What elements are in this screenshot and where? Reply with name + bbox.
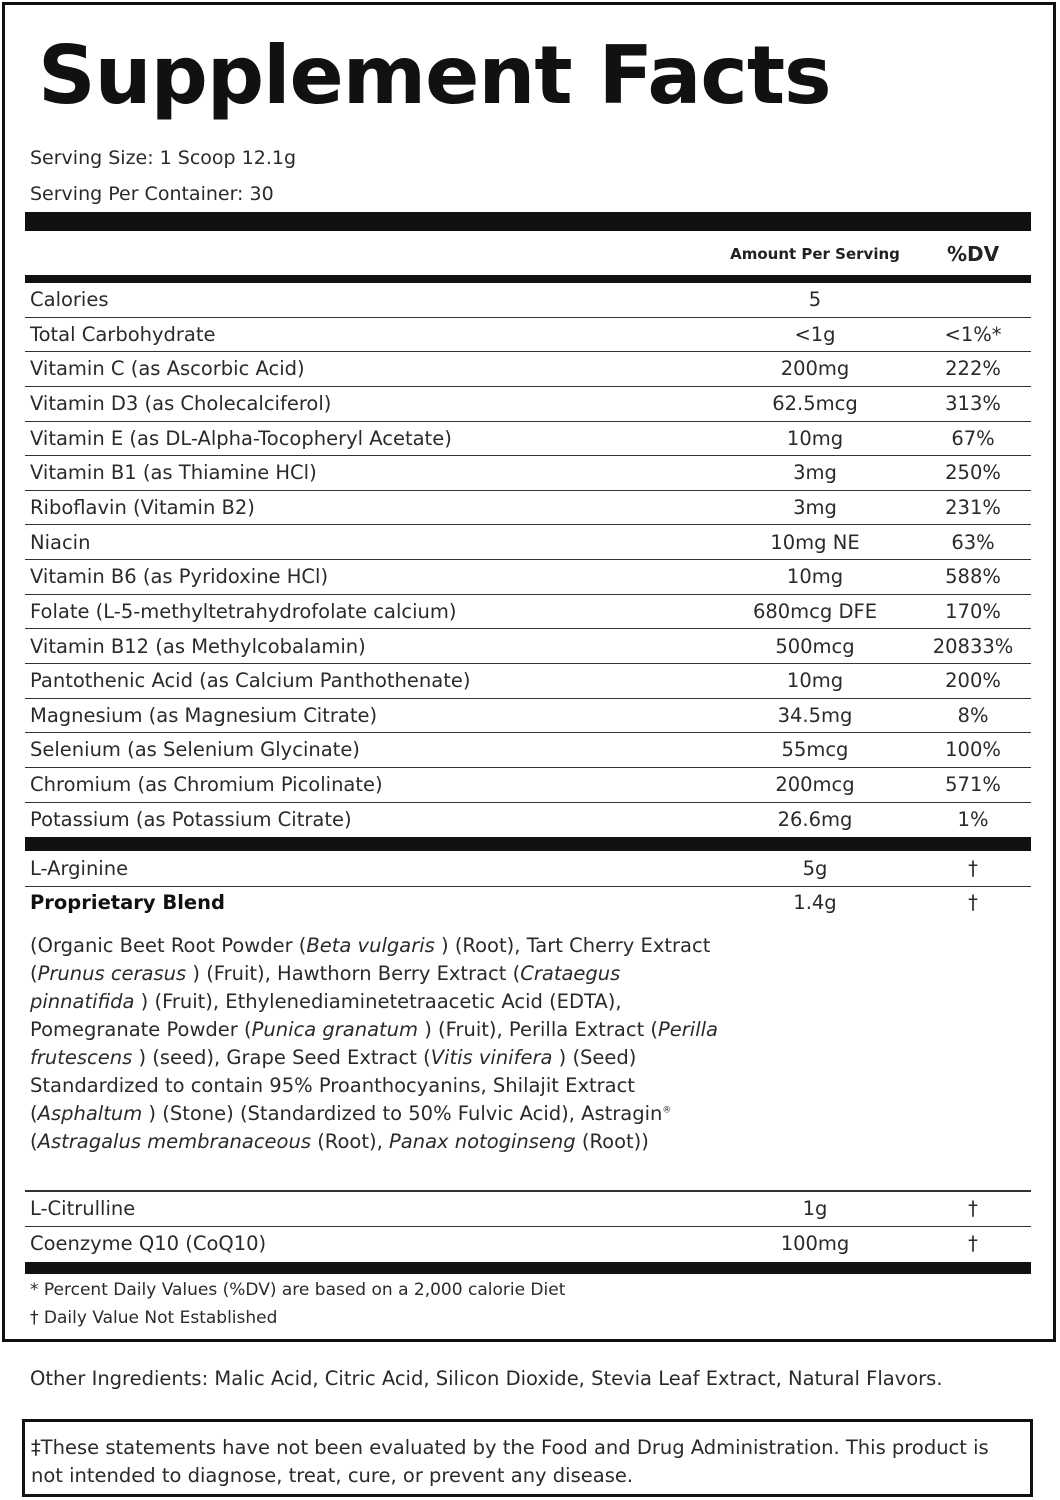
blend-text-segment: (Organic Beet Root Powder ( <box>30 934 307 957</box>
botanical-name: Punica granatum <box>251 1018 419 1041</box>
blend-text-segment: ) (seed), Grape Seed Extract ( <box>132 1046 431 1069</box>
nutrient-dv: 20833% <box>932 634 1014 658</box>
nutrient-name: Vitamin B6 (as Pyridoxine HCl) <box>30 565 329 589</box>
nutrient-name: Pantothenic Acid (as Calcium Panthothenate) <box>30 669 471 693</box>
nutrient-amount: 26.6mg <box>777 807 853 831</box>
nutrient-amount: 680mcg DFE <box>752 599 878 623</box>
table-row <box>25 630 1031 665</box>
table-row <box>25 387 1031 422</box>
nutrient-amount: 3mg <box>793 495 837 519</box>
nutrient-dv: 1% <box>957 807 989 831</box>
botanical-name: Astragalus membranaceous <box>37 1130 311 1153</box>
nutrient-dv: † <box>968 1232 978 1255</box>
nutrient-amount: 10mg <box>786 669 844 693</box>
servings-per-container: Serving Per Container: 30 <box>30 183 274 205</box>
nutrient-dv: 588% <box>945 565 1001 589</box>
nutrient-dv: 250% <box>945 461 1001 485</box>
nutrient-dv: 63% <box>951 530 995 554</box>
dagger-footnote: † Daily Value Not Established <box>30 1308 278 1328</box>
nutrient-name: L-Citrulline <box>30 1197 136 1220</box>
nutrient-amount: 10mg NE <box>770 530 860 554</box>
table-row <box>25 852 1031 887</box>
blend-text-segment: ( <box>30 1130 38 1153</box>
nutrient-amount: <1g <box>794 322 836 346</box>
blend-amount: 1.4g <box>793 891 837 914</box>
table-row <box>25 886 1031 921</box>
table-row <box>25 664 1031 699</box>
table-row <box>25 318 1031 353</box>
amount-per-serving-header: Amount Per Serving <box>730 245 900 263</box>
nutrient-name: Vitamin E (as DL-Alpha-Tocopheryl Acetate) <box>30 426 452 450</box>
botanical-name: Prunus cerasus <box>37 962 187 985</box>
nutrient-amount: 10mg <box>786 426 844 450</box>
nutrient-amount: 55mcg <box>781 738 849 762</box>
nutrient-name: Vitamin C (as Ascorbic Acid) <box>30 357 305 381</box>
table-row <box>25 491 1031 526</box>
nutrient-dv: 8% <box>957 703 989 727</box>
nutrient-dv: 571% <box>945 773 1001 797</box>
nutrient-amount: 10mg <box>786 565 844 589</box>
nutrient-name: Vitamin D3 (as Cholecalciferol) <box>30 391 332 415</box>
table-row <box>25 352 1031 387</box>
nutrient-name: L-Arginine <box>30 857 129 880</box>
nutrient-amount: 200mcg <box>775 773 855 797</box>
table-row <box>25 699 1031 734</box>
nutrient-amount: 100mg <box>780 1232 850 1255</box>
blend-text-segment: ) (Fruit), Hawthorn Berry Extract ( <box>186 962 521 985</box>
dv-header: %DV <box>946 242 1000 266</box>
blend-text-segment: ® <box>662 1105 672 1116</box>
footer-divider <box>25 1262 1031 1274</box>
table-row <box>25 1227 1031 1262</box>
table-row <box>25 803 1031 838</box>
other-ingredients: Other Ingredients: Malic Acid, Citric Acid, Silicon Dioxide, Stevia Leaf Extract, Natural Flavors. <box>30 1367 943 1390</box>
nutrient-dv: † <box>968 857 978 880</box>
botanical-name: Panax notoginseng <box>389 1130 576 1153</box>
table-row <box>25 595 1031 630</box>
serving-size: Serving Size: 1 Scoop 12.1g <box>30 147 297 169</box>
botanical-name: Vitis vinifera <box>430 1046 553 1069</box>
nutrient-name: Magnesium (as Magnesium Citrate) <box>30 703 378 727</box>
table-row <box>25 456 1031 491</box>
botanical-name: Asphaltum <box>37 1102 143 1125</box>
botanical-name: Beta vulgaris <box>306 934 435 957</box>
nutrient-name: Chromium (as Chromium Picolinate) <box>30 773 383 797</box>
nutrient-amount: 1g <box>802 1197 828 1220</box>
nutrient-amount: 500mcg <box>775 634 855 658</box>
fda-disclaimer: ‡These statements have not been evaluated by the Food and Drug Administration. This product is not intended to diagnose, treat, cure, or prevent any disease. <box>22 1419 1033 1497</box>
nutrient-name: Vitamin B12 (as Methylcobalamin) <box>30 634 366 658</box>
table-row <box>25 768 1031 803</box>
dv-footnote: * Percent Daily Values (%DV) are based on a 2,000 calorie Diet <box>30 1280 566 1300</box>
nutrient-dv: 231% <box>945 495 1001 519</box>
nutrient-amount: 3mg <box>793 461 837 485</box>
nutrient-name: Coenzyme Q10 (CoQ10) <box>30 1232 267 1255</box>
blend-text-segment: ) (Fruit), Ethylenediaminetetraacetic Acid (EDTA), Pomegranate Powder ( <box>30 990 622 1041</box>
blend-ingredients <box>30 932 730 1156</box>
blend-text-segment: (Root), <box>311 1130 389 1153</box>
nutrient-amount: 62.5mcg <box>772 391 858 415</box>
nutrient-name: Riboflavin (Vitamin B2) <box>30 495 255 519</box>
table-row <box>25 283 1031 318</box>
nutrient-dv: † <box>968 1197 978 1220</box>
blend-text-segment: ) (Seed) Standardized to contain 95% Proanthocyanins, Shilajit Extract ( <box>30 1046 637 1125</box>
nutrient-amount: 5 <box>808 288 822 311</box>
header-divider <box>25 275 1031 283</box>
nutrient-name: Calories <box>30 288 109 311</box>
panel-title: Supplement Facts <box>38 29 831 122</box>
nutrient-name: Total Carbohydrate <box>30 322 216 346</box>
nutrient-dv: 200% <box>945 669 1001 693</box>
nutrient-amount: 5g <box>802 857 828 880</box>
nutrient-name: Selenium (as Selenium Glycinate) <box>30 738 360 762</box>
nutrient-dv <box>923 283 1023 317</box>
table-row <box>25 526 1031 561</box>
blend-text-segment: ) (Root), Tart Cherry Extract ( <box>30 934 711 985</box>
botanical-name: Crataegus pinnatifida <box>30 962 621 1013</box>
thick-divider <box>25 212 1031 231</box>
nutrient-dv: 222% <box>945 357 1001 381</box>
botanical-name: Perilla frutescens <box>30 1018 719 1069</box>
nutrient-amount: 34.5mg <box>777 703 853 727</box>
nutrient-dv: <1%* <box>944 322 1002 346</box>
blend-text-segment: ) (Fruit), Perilla Extract ( <box>418 1018 659 1041</box>
nutrient-dv: 170% <box>945 599 1001 623</box>
blend-text-segment: (Root)) <box>575 1130 649 1153</box>
nutrient-dv: 313% <box>945 391 1001 415</box>
table-row <box>25 422 1031 457</box>
blend-dv: † <box>968 891 978 914</box>
table-row <box>25 733 1031 768</box>
nutrient-name: Vitamin B1 (as Thiamine HCl) <box>30 461 317 485</box>
blend-text-segment: ) (Stone) (Standardized to 50% Fulvic Acid), Astragin <box>142 1102 663 1125</box>
table-row <box>25 560 1031 595</box>
section-divider <box>25 837 1031 851</box>
nutrient-name: Potassium (as Potassium Citrate) <box>30 807 352 831</box>
blend-name: Proprietary Blend <box>30 891 225 914</box>
nutrient-name: Folate (L-5-methyltetrahydrofolate calcium) <box>30 599 457 623</box>
nutrient-dv: 67% <box>951 426 995 450</box>
nutrient-amount: 200mg <box>780 357 850 381</box>
table-row <box>25 1192 1031 1227</box>
nutrient-dv: 100% <box>945 738 1001 762</box>
nutrient-name: Niacin <box>30 530 91 554</box>
